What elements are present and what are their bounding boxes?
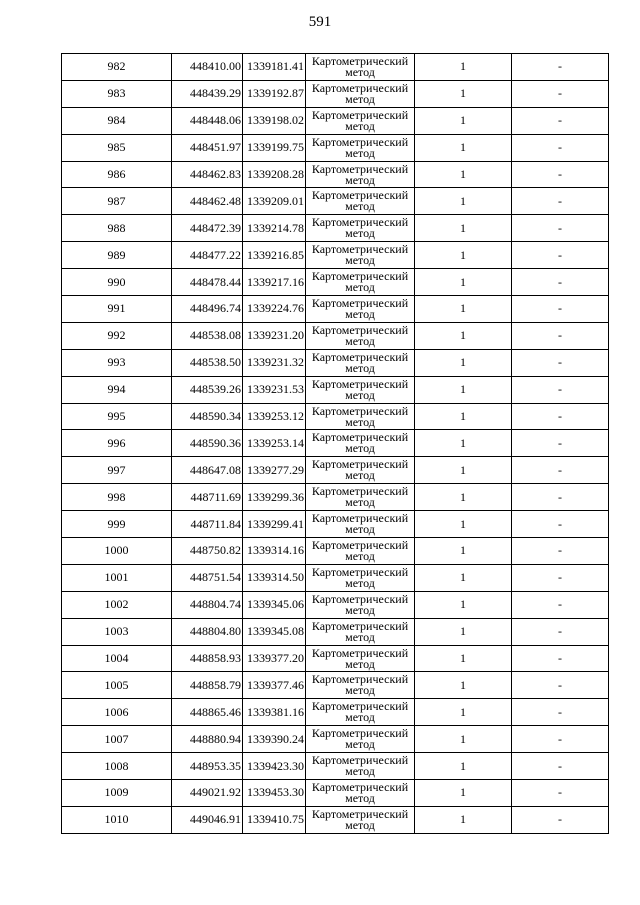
- method-label-line2: метод: [345, 683, 375, 698]
- method-cell: [306, 780, 415, 807]
- point-id-cell: 996: [62, 430, 172, 457]
- y-coordinate-cell: 1339345.08: [243, 618, 306, 645]
- method-label-line2: метод: [345, 737, 375, 752]
- method-label-line1: Картометрический: [311, 430, 409, 445]
- table-row: [62, 511, 609, 538]
- method-label-line1: Картометрический: [311, 618, 409, 633]
- note-cell: -: [512, 107, 609, 134]
- point-id-cell: 994: [62, 376, 172, 403]
- table-row: [62, 403, 609, 430]
- point-id-cell: 1006: [62, 699, 172, 726]
- x-coordinate-cell: 448462.83: [172, 161, 243, 188]
- method-cell: [306, 349, 415, 376]
- method-label-line1: Картометрический: [311, 537, 409, 552]
- point-id-cell: 999: [62, 511, 172, 538]
- note-cell: -: [512, 349, 609, 376]
- method-label-line2: метод: [345, 91, 375, 106]
- x-coordinate-cell: 449046.91: [172, 806, 243, 833]
- table-row: [62, 215, 609, 242]
- method-label-line1: Картометрический: [311, 269, 409, 284]
- method-label-line1: Картометрический: [311, 806, 409, 821]
- method-label-line2: метод: [345, 172, 375, 187]
- point-id-cell: 989: [62, 242, 172, 269]
- method-label-line2: метод: [345, 602, 375, 617]
- x-coordinate-cell: 448858.79: [172, 672, 243, 699]
- method-label-line1: Картометрический: [311, 107, 409, 122]
- method-label-line1: Картометрический: [311, 457, 409, 472]
- method-cell: [306, 591, 415, 618]
- method-label-line2: метод: [345, 468, 375, 483]
- table-row: [62, 54, 609, 81]
- method-label-line1: Картометрический: [311, 322, 409, 337]
- y-coordinate-cell: 1339253.12: [243, 403, 306, 430]
- method-label-line1: Картометрический: [311, 753, 409, 768]
- method-label-line1: Картометрический: [311, 726, 409, 741]
- point-id-cell: 1005: [62, 672, 172, 699]
- method-cell: [306, 645, 415, 672]
- method-label-line1: Картометрический: [311, 645, 409, 660]
- point-id-cell: 1002: [62, 591, 172, 618]
- note-cell: -: [512, 484, 609, 511]
- note-cell: -: [512, 457, 609, 484]
- page-number: 591: [308, 14, 332, 30]
- method-label-line2: метод: [345, 817, 375, 832]
- method-label-line2: метод: [345, 387, 375, 402]
- note-cell: -: [512, 376, 609, 403]
- method-label-line1: Картометрический: [311, 591, 409, 606]
- y-coordinate-cell: 1339253.14: [243, 430, 306, 457]
- method-cell: [306, 484, 415, 511]
- note-cell: -: [512, 430, 609, 457]
- method-cell: [306, 322, 415, 349]
- coordinates-table: [61, 53, 609, 834]
- x-coordinate-cell: 448538.08: [172, 322, 243, 349]
- method-cell: [306, 430, 415, 457]
- method-label-line1: Картометрический: [311, 215, 409, 230]
- precision-cell: 1: [415, 699, 512, 726]
- point-id-cell: 985: [62, 134, 172, 161]
- method-label-line2: метод: [345, 226, 375, 241]
- table-row: [62, 430, 609, 457]
- note-cell: -: [512, 54, 609, 81]
- point-id-cell: 990: [62, 269, 172, 296]
- method-cell: [306, 188, 415, 215]
- note-cell: -: [512, 753, 609, 780]
- method-label-line1: Картометрический: [311, 779, 409, 794]
- method-label-line2: метод: [345, 64, 375, 79]
- x-coordinate-cell: 448448.06: [172, 107, 243, 134]
- method-label-line2: метод: [345, 790, 375, 805]
- y-coordinate-cell: 1339217.16: [243, 269, 306, 296]
- table-row: [62, 322, 609, 349]
- precision-cell: 1: [415, 349, 512, 376]
- y-coordinate-cell: 1339299.41: [243, 511, 306, 538]
- note-cell: -: [512, 188, 609, 215]
- y-coordinate-cell: 1339231.32: [243, 349, 306, 376]
- precision-cell: 1: [415, 107, 512, 134]
- point-id-cell: 998: [62, 484, 172, 511]
- table-row: [62, 591, 609, 618]
- table-row: [62, 80, 609, 107]
- y-coordinate-cell: 1339224.76: [243, 296, 306, 323]
- note-cell: -: [512, 806, 609, 833]
- y-coordinate-cell: 1339314.16: [243, 538, 306, 565]
- method-cell: [306, 457, 415, 484]
- note-cell: -: [512, 242, 609, 269]
- point-id-cell: 995: [62, 403, 172, 430]
- method-label-line1: Картометрический: [311, 564, 409, 579]
- method-cell: [306, 215, 415, 242]
- table-row: [62, 269, 609, 296]
- note-cell: -: [512, 645, 609, 672]
- point-id-cell: 986: [62, 161, 172, 188]
- point-id-cell: 991: [62, 296, 172, 323]
- table-row: [62, 564, 609, 591]
- method-label-line1: Картометрический: [311, 161, 409, 176]
- x-coordinate-cell: 448804.80: [172, 618, 243, 645]
- point-id-cell: 1001: [62, 564, 172, 591]
- point-id-cell: 987: [62, 188, 172, 215]
- method-label-line1: Картометрический: [311, 295, 409, 310]
- method-label-line2: метод: [345, 253, 375, 268]
- x-coordinate-cell: 448865.46: [172, 699, 243, 726]
- x-coordinate-cell: 448711.84: [172, 511, 243, 538]
- x-coordinate-cell: 448647.08: [172, 457, 243, 484]
- precision-cell: 1: [415, 269, 512, 296]
- x-coordinate-cell: 449021.92: [172, 780, 243, 807]
- precision-cell: 1: [415, 54, 512, 81]
- x-coordinate-cell: 448478.44: [172, 269, 243, 296]
- table-row: [62, 161, 609, 188]
- x-coordinate-cell: 448439.29: [172, 80, 243, 107]
- y-coordinate-cell: 1339198.02: [243, 107, 306, 134]
- x-coordinate-cell: 448953.35: [172, 753, 243, 780]
- table-row: [62, 645, 609, 672]
- precision-cell: 1: [415, 591, 512, 618]
- y-coordinate-cell: 1339314.50: [243, 564, 306, 591]
- x-coordinate-cell: 448750.82: [172, 538, 243, 565]
- x-coordinate-cell: 448472.39: [172, 215, 243, 242]
- method-cell: [306, 107, 415, 134]
- note-cell: -: [512, 80, 609, 107]
- method-label-line2: метод: [345, 575, 375, 590]
- y-coordinate-cell: 1339209.01: [243, 188, 306, 215]
- note-cell: -: [512, 296, 609, 323]
- y-coordinate-cell: 1339277.29: [243, 457, 306, 484]
- precision-cell: 1: [415, 672, 512, 699]
- method-label-line1: Картометрический: [311, 188, 409, 203]
- x-coordinate-cell: 448410.00: [172, 54, 243, 81]
- x-coordinate-cell: 448590.34: [172, 403, 243, 430]
- table-row: [62, 806, 609, 833]
- method-label-line2: метод: [345, 199, 375, 214]
- method-cell: [306, 699, 415, 726]
- note-cell: -: [512, 618, 609, 645]
- method-label-line1: Картометрический: [311, 672, 409, 687]
- table-row: [62, 699, 609, 726]
- method-cell: [306, 269, 415, 296]
- precision-cell: 1: [415, 188, 512, 215]
- x-coordinate-cell: 448711.69: [172, 484, 243, 511]
- y-coordinate-cell: 1339208.28: [243, 161, 306, 188]
- table-row: [62, 672, 609, 699]
- method-cell: [306, 242, 415, 269]
- precision-cell: 1: [415, 538, 512, 565]
- method-label-line2: метод: [345, 280, 375, 295]
- note-cell: -: [512, 134, 609, 161]
- x-coordinate-cell: 448496.74: [172, 296, 243, 323]
- table-row: [62, 107, 609, 134]
- precision-cell: 1: [415, 242, 512, 269]
- precision-cell: 1: [415, 134, 512, 161]
- table-row: [62, 349, 609, 376]
- note-cell: -: [512, 269, 609, 296]
- method-cell: [306, 753, 415, 780]
- point-id-cell: 982: [62, 54, 172, 81]
- precision-cell: 1: [415, 645, 512, 672]
- method-cell: [306, 672, 415, 699]
- note-cell: -: [512, 780, 609, 807]
- table-row: [62, 538, 609, 565]
- x-coordinate-cell: 448804.74: [172, 591, 243, 618]
- method-label-line1: Картометрический: [311, 134, 409, 149]
- x-coordinate-cell: 448477.22: [172, 242, 243, 269]
- note-cell: -: [512, 403, 609, 430]
- y-coordinate-cell: 1339377.20: [243, 645, 306, 672]
- method-label-line2: метод: [345, 441, 375, 456]
- x-coordinate-cell: 448539.26: [172, 376, 243, 403]
- precision-cell: 1: [415, 430, 512, 457]
- method-label-line2: метод: [345, 145, 375, 160]
- method-label-line2: метод: [345, 495, 375, 510]
- method-label-line2: метод: [345, 764, 375, 779]
- method-cell: [306, 511, 415, 538]
- y-coordinate-cell: 1339299.36: [243, 484, 306, 511]
- table-row: [62, 376, 609, 403]
- table-row: [62, 242, 609, 269]
- y-coordinate-cell: 1339345.06: [243, 591, 306, 618]
- method-label-line1: Картометрический: [311, 242, 409, 257]
- precision-cell: 1: [415, 753, 512, 780]
- point-id-cell: 1010: [62, 806, 172, 833]
- precision-cell: 1: [415, 484, 512, 511]
- method-cell: [306, 618, 415, 645]
- method-cell: [306, 376, 415, 403]
- method-cell: [306, 161, 415, 188]
- table-row: [62, 753, 609, 780]
- method-label-line2: метод: [345, 656, 375, 671]
- note-cell: -: [512, 591, 609, 618]
- note-cell: -: [512, 322, 609, 349]
- note-cell: -: [512, 215, 609, 242]
- table-row: [62, 188, 609, 215]
- y-coordinate-cell: 1339231.20: [243, 322, 306, 349]
- point-id-cell: 1004: [62, 645, 172, 672]
- method-label-line1: Картометрический: [311, 403, 409, 418]
- x-coordinate-cell: 448451.97: [172, 134, 243, 161]
- x-coordinate-cell: 448880.94: [172, 726, 243, 753]
- method-label-line1: Картометрический: [311, 349, 409, 364]
- precision-cell: 1: [415, 296, 512, 323]
- note-cell: -: [512, 538, 609, 565]
- point-id-cell: 997: [62, 457, 172, 484]
- point-id-cell: 993: [62, 349, 172, 376]
- precision-cell: 1: [415, 457, 512, 484]
- precision-cell: 1: [415, 322, 512, 349]
- y-coordinate-cell: 1339214.78: [243, 215, 306, 242]
- precision-cell: 1: [415, 511, 512, 538]
- point-id-cell: 984: [62, 107, 172, 134]
- table-row: [62, 134, 609, 161]
- point-id-cell: 1008: [62, 753, 172, 780]
- y-coordinate-cell: 1339410.75: [243, 806, 306, 833]
- y-coordinate-cell: 1339453.30: [243, 780, 306, 807]
- method-label-line2: метод: [345, 306, 375, 321]
- note-cell: -: [512, 161, 609, 188]
- method-cell: [306, 80, 415, 107]
- x-coordinate-cell: 448590.36: [172, 430, 243, 457]
- x-coordinate-cell: 448858.93: [172, 645, 243, 672]
- y-coordinate-cell: 1339192.87: [243, 80, 306, 107]
- note-cell: -: [512, 564, 609, 591]
- table-row: [62, 457, 609, 484]
- point-id-cell: 983: [62, 80, 172, 107]
- method-cell: [306, 296, 415, 323]
- precision-cell: 1: [415, 618, 512, 645]
- method-label-line1: Картометрический: [311, 376, 409, 391]
- method-label-line1: Картометрический: [311, 80, 409, 95]
- precision-cell: 1: [415, 726, 512, 753]
- y-coordinate-cell: 1339377.46: [243, 672, 306, 699]
- precision-cell: 1: [415, 376, 512, 403]
- table-row: [62, 618, 609, 645]
- precision-cell: 1: [415, 780, 512, 807]
- method-label-line2: метод: [345, 522, 375, 537]
- x-coordinate-cell: 448538.50: [172, 349, 243, 376]
- y-coordinate-cell: 1339181.41: [243, 54, 306, 81]
- method-label-line1: Картометрический: [311, 511, 409, 526]
- method-label-line1: Картометрический: [311, 53, 409, 68]
- method-cell: [306, 806, 415, 833]
- y-coordinate-cell: 1339199.75: [243, 134, 306, 161]
- coordinates-table-body: [62, 54, 609, 834]
- method-label-line2: метод: [345, 629, 375, 644]
- precision-cell: 1: [415, 161, 512, 188]
- method-cell: [306, 564, 415, 591]
- method-cell: [306, 726, 415, 753]
- method-label-line2: метод: [345, 414, 375, 429]
- note-cell: -: [512, 726, 609, 753]
- precision-cell: 1: [415, 806, 512, 833]
- method-label-line2: метод: [345, 548, 375, 563]
- method-label-line1: Картометрический: [311, 484, 409, 499]
- point-id-cell: 1007: [62, 726, 172, 753]
- precision-cell: 1: [415, 80, 512, 107]
- point-id-cell: 1009: [62, 780, 172, 807]
- method-label-line2: метод: [345, 333, 375, 348]
- table-row: [62, 484, 609, 511]
- note-cell: -: [512, 672, 609, 699]
- table-row: [62, 780, 609, 807]
- method-cell: [306, 538, 415, 565]
- point-id-cell: 1000: [62, 538, 172, 565]
- table-row: [62, 296, 609, 323]
- x-coordinate-cell: 448751.54: [172, 564, 243, 591]
- note-cell: -: [512, 511, 609, 538]
- method-cell: [306, 134, 415, 161]
- point-id-cell: 988: [62, 215, 172, 242]
- precision-cell: 1: [415, 215, 512, 242]
- y-coordinate-cell: 1339231.53: [243, 376, 306, 403]
- y-coordinate-cell: 1339381.16: [243, 699, 306, 726]
- y-coordinate-cell: 1339423.30: [243, 753, 306, 780]
- precision-cell: 1: [415, 564, 512, 591]
- method-label-line2: метод: [345, 360, 375, 375]
- y-coordinate-cell: 1339390.24: [243, 726, 306, 753]
- note-cell: -: [512, 699, 609, 726]
- table-row: [62, 726, 609, 753]
- method-label-line2: метод: [345, 710, 375, 725]
- point-id-cell: 1003: [62, 618, 172, 645]
- method-cell: [306, 54, 415, 81]
- method-cell: [306, 403, 415, 430]
- method-label-line1: Картометрический: [311, 699, 409, 714]
- point-id-cell: 992: [62, 322, 172, 349]
- x-coordinate-cell: 448462.48: [172, 188, 243, 215]
- y-coordinate-cell: 1339216.85: [243, 242, 306, 269]
- precision-cell: 1: [415, 403, 512, 430]
- method-label-line2: метод: [345, 118, 375, 133]
